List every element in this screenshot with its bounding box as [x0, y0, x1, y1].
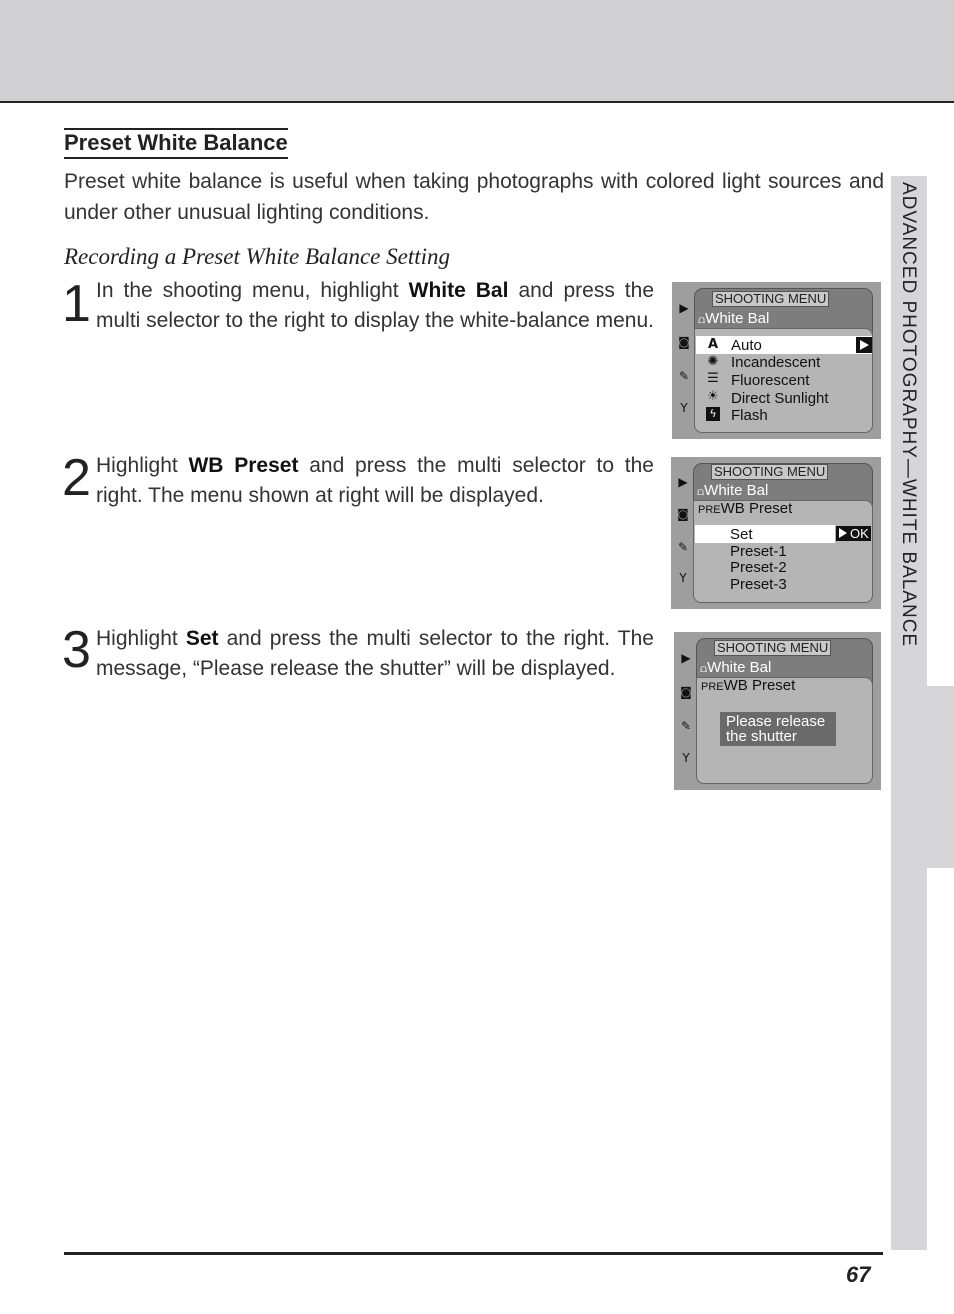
menu-header: [697, 482, 768, 501]
menu-item-preset-3[interactable]: Preset-3: [730, 576, 787, 593]
menu-header-label: White Bal: [704, 482, 769, 499]
white-bal-icon: ⩍: [698, 314, 706, 326]
white-bal-icon: ⩍: [700, 663, 708, 675]
wrench-icon: Y: [679, 571, 687, 585]
menu-item-flash[interactable]: Flash: [731, 407, 768, 424]
sub-header: [701, 677, 795, 696]
pencil-icon: ✎: [678, 369, 690, 383]
step-number: 2: [62, 449, 91, 507]
ok-indicator: OK: [836, 526, 871, 541]
menu-header-label: White Bal: [705, 310, 770, 327]
menu-item-auto[interactable]: Auto: [731, 337, 762, 354]
chapter-label: ADVANCED PHOTOGRAPHY—WHITE BALANCE: [898, 182, 919, 648]
section-title: Preset White Balance: [64, 128, 288, 159]
footer-rule: [64, 1252, 883, 1255]
row-highlight: [696, 336, 872, 354]
step-text-pre: Highlight: [96, 454, 189, 477]
wrench-icon: Y: [680, 401, 688, 415]
menu-item-fluorescent[interactable]: Fluorescent: [731, 372, 810, 389]
step-text-pre: Highlight: [96, 627, 186, 650]
lcd-screen-wb-preset: [671, 457, 881, 609]
step-text-post: and press the multi selector to the right to display the white-balance menu.: [96, 279, 654, 332]
playback-icon: ▶: [678, 475, 688, 489]
pencil-icon: ✎: [680, 719, 692, 733]
message-line: the shutter: [726, 728, 797, 745]
flash-icon: ϟ: [706, 407, 720, 421]
row-highlight: [695, 525, 835, 543]
preset-icon: PRE: [701, 681, 724, 693]
arrow-right-icon: [856, 337, 872, 353]
menu-item-incandescent[interactable]: Incandescent: [731, 354, 821, 371]
step-number: 3: [62, 621, 91, 679]
pencil-icon: ✎: [677, 540, 689, 554]
release-shutter-message: [720, 712, 836, 746]
sub-header-label: WB Preset: [723, 677, 796, 694]
fluorescent-icon: ☰: [707, 371, 719, 386]
step-text: [96, 624, 654, 684]
step-text-pre: In the shooting menu, highlight: [96, 279, 409, 302]
subheading: Recording a Preset White Balance Setting: [64, 244, 450, 269]
wrench-icon: Y: [682, 751, 690, 765]
step-text: [96, 276, 654, 336]
lcd-screen-release-shutter: [674, 632, 881, 790]
auto-wb-icon: A: [707, 337, 719, 352]
step-text: [96, 451, 654, 511]
sunlight-icon: ☀: [707, 389, 719, 404]
menu-label: SHOOTING MENU: [711, 464, 828, 480]
step-number: 1: [62, 275, 91, 333]
camera-icon: ◙: [677, 507, 689, 521]
side-tab-notch: [927, 686, 954, 868]
menu-item-set[interactable]: Set: [730, 526, 753, 543]
sub-header-label: WB Preset: [720, 500, 793, 517]
menu-item-direct-sunlight[interactable]: Direct Sunlight: [731, 390, 829, 407]
menu-label: SHOOTING MENU: [712, 291, 829, 307]
white-bal-icon: ⩍: [697, 486, 705, 498]
playback-icon: ▶: [681, 651, 691, 665]
menu-header: [700, 659, 771, 678]
menu-item-preset-2[interactable]: Preset-2: [730, 559, 787, 576]
incandescent-icon: ✺: [707, 354, 719, 369]
message-line: Please release: [726, 713, 826, 730]
menu-header: [698, 310, 769, 329]
preset-icon: PRE: [698, 504, 721, 516]
camera-icon: ◙: [678, 335, 690, 349]
intro-paragraph: Preset white balance is useful when taking photographs with colored light sources and under other unusual lighting conditions.: [64, 170, 884, 224]
menu-header-label: White Bal: [707, 659, 772, 676]
step-text-post: and press the multi selector to the right. The message, “Please release the shutter” will be displayed.: [96, 627, 654, 680]
playback-icon: ▶: [679, 301, 689, 315]
menu-label: SHOOTING MENU: [714, 640, 831, 656]
sub-header: [698, 500, 792, 519]
lcd-screen-white-bal: [672, 282, 881, 439]
step-text-bold: White Bal: [408, 279, 509, 302]
header-band: [0, 0, 954, 103]
page-number: 67: [846, 1262, 871, 1287]
step-text-bold: WB Preset: [188, 454, 299, 477]
camera-icon: ◙: [680, 685, 692, 699]
menu-item-preset-1[interactable]: Preset-1: [730, 543, 787, 560]
step-text-post: and press the multi selector to the right. The menu shown at right will be displayed.: [96, 454, 654, 507]
step-text-bold: Set: [185, 627, 219, 650]
